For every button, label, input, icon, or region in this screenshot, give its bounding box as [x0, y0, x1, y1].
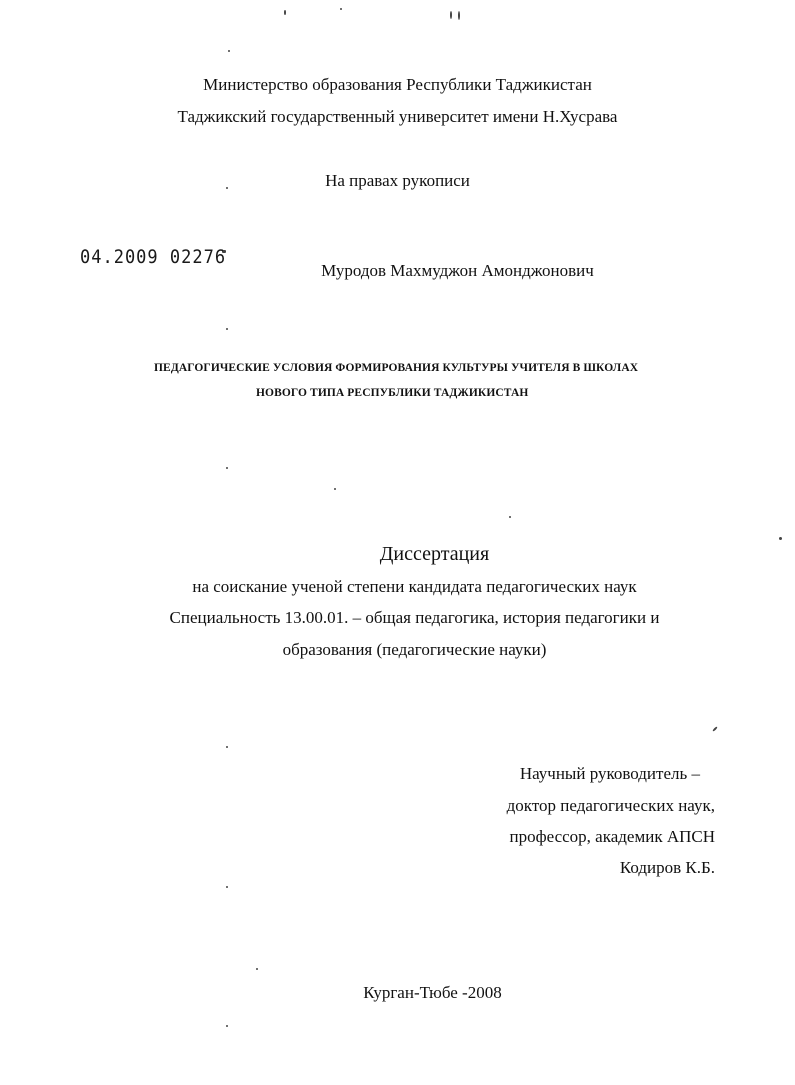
degree-line-1: на соискание ученой степени кандидата педагогических наук [192, 577, 637, 596]
scan-speck [340, 8, 342, 10]
scan-speck [226, 1025, 228, 1027]
scan-speck [226, 467, 228, 469]
place-and-year: Курган-Тюбе -2008 [363, 983, 502, 1002]
scan-speck [450, 11, 452, 19]
scan-speck [779, 537, 782, 540]
supervisor-degree: доктор педагогических наук, [506, 796, 715, 815]
work-type-heading: Диссертация [379, 543, 490, 565]
author-name: Муродов Махмуджон Амонджонович [321, 261, 594, 280]
university-heading: Таджикский государственный университет имени Н.Хусрава [177, 107, 618, 126]
supervisor-name: Кодиров К.Б. [619, 858, 715, 877]
scan-speck [509, 516, 511, 518]
scan-speck [458, 11, 460, 20]
degree-specialty-line: Специальность 13.00.01. – общая педагогика, история педагогики и [169, 608, 660, 627]
scan-speck [228, 50, 230, 52]
supervisor-role: Научный руководитель – [519, 764, 700, 783]
scan-speck [256, 968, 258, 970]
degree-specialty-line-2: образования (педагогические науки) [282, 640, 547, 659]
thesis-title-line-1: ПЕДАГОГИЧЕСКИЕ УСЛОВИЯ ФОРМИРОВАНИЯ КУЛЬТУРЫ УЧИТЕЛЯ В ШКОЛАХ [154, 362, 639, 374]
scan-speck [334, 488, 336, 490]
thesis-title-line-2: НОВОГО ТИПА РЕСПУБЛИКИ ТАДЖИКИСТАН [256, 387, 529, 399]
scan-speck [226, 328, 228, 330]
ministry-heading: Министерство образования Республики Таджикистан [203, 75, 592, 94]
manuscript-note: На правах рукописи [325, 171, 470, 190]
archive-stamp: 04.2009 02276 [80, 246, 227, 269]
scan-speck [226, 886, 228, 888]
supervisor-title: профессор, академик АПСН [509, 827, 715, 846]
scan-speck [284, 10, 286, 15]
scan-speck [712, 726, 718, 732]
scan-speck [226, 746, 228, 748]
